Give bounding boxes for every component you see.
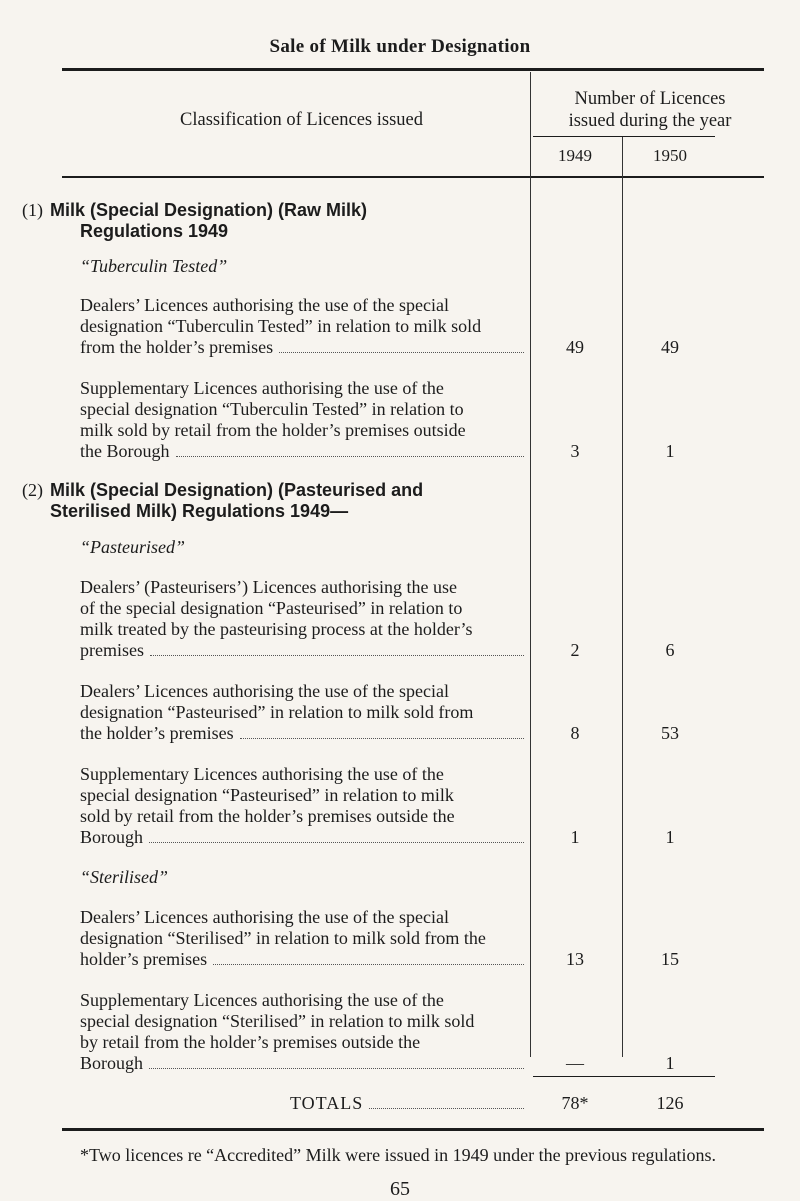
value-1950: 15 (661, 949, 679, 969)
number-of-licences-header (530, 88, 770, 132)
entry-last-line (80, 441, 526, 462)
leader-dots (149, 1068, 524, 1069)
licence-entry (80, 577, 526, 661)
value-1949: — (566, 1053, 584, 1073)
value-1950: 6 (665, 640, 675, 660)
entry-text: Borough (80, 827, 143, 847)
licence-entry (80, 681, 526, 744)
entry-line: milk sold by retail from the holder’s premises outside (80, 420, 466, 440)
entry-line: Dealers’ Licences authorising the use of the special (80, 295, 450, 315)
value-1950: 1 (665, 441, 675, 461)
entry-line: designation “Tuberculin Tested” in relation to milk sold (80, 316, 482, 336)
leader-dots (213, 964, 524, 965)
subheading: “Tuberculin Tested” (80, 256, 228, 276)
year-1950-header: 1950 (653, 146, 687, 165)
entry-line: Dealers’ Licences authorising the use of the special (80, 907, 450, 927)
header-rule-years (533, 136, 715, 137)
entry-line: special designation “Sterilised” in relation to milk sold (80, 1011, 475, 1031)
licence-entry (80, 907, 526, 970)
entry-last-line (80, 337, 526, 358)
entry-line: designation “Sterilised” in relation to milk sold from the (80, 928, 486, 948)
number-header-line1: Number of Licences (574, 89, 726, 109)
column-divider-1 (530, 72, 531, 1057)
top-rule (62, 68, 764, 71)
entry-text: the Borough (80, 441, 170, 461)
section-number: (2) (22, 480, 43, 500)
year-1949-header: 1949 (558, 146, 592, 165)
value-1950: 49 (661, 337, 679, 357)
leader-dots (150, 655, 524, 656)
totals-label: TOTALS (290, 1093, 364, 1113)
total-1949: 78* (561, 1093, 589, 1113)
section-number: (1) (22, 200, 43, 220)
classification-header: Classification of Licences issued (180, 110, 424, 130)
value-1950: 1 (665, 827, 675, 847)
entry-last-line (80, 1053, 526, 1074)
leader-dots (369, 1108, 524, 1109)
value-1949: 3 (570, 441, 580, 461)
number-header-line2: issued during the year (568, 111, 732, 131)
value-1949: 1 (570, 827, 580, 847)
licence-entry (80, 764, 526, 848)
entry-text: the holder’s premises (80, 723, 234, 743)
subheading: “Sterilised” (80, 867, 169, 887)
value-1949: 49 (566, 337, 584, 357)
value-1949: 13 (566, 949, 584, 969)
section-heading (50, 480, 520, 522)
entry-last-line (80, 949, 526, 970)
entry-line: Supplementary Licences authorising the use of the (80, 378, 444, 398)
totals-line (290, 1093, 526, 1114)
section-heading-line: Sterilised Milk) Regulations 1949— (50, 501, 349, 521)
entry-line: Dealers’ (Pasteurisers’) Licences authorising the use (80, 577, 458, 597)
entry-line: Supplementary Licences authorising the use of the (80, 764, 444, 784)
section-heading-line: Milk (Special Designation) (Pasteurised and (50, 480, 424, 500)
header-bottom-rule (62, 176, 764, 178)
entry-line: special designation “Tuberculin Tested” in relation to (80, 399, 464, 419)
value-1949: 8 (570, 723, 580, 743)
value-1950: 1 (665, 1053, 675, 1073)
page-number: 65 (390, 1178, 410, 1200)
totals-top-rule (533, 1076, 715, 1077)
entry-line: Supplementary Licences authorising the use of the (80, 990, 444, 1010)
entry-text: from the holder’s premises (80, 337, 274, 357)
entry-line: milk treated by the pasteurising process at the holder’s (80, 619, 473, 639)
value-1949: 2 (570, 640, 580, 660)
footnote: *Two licences re “Accredited” Milk were issued in 1949 under the previous regulations. (80, 1145, 717, 1165)
entry-line: Dealers’ Licences authorising the use of the special (80, 681, 450, 701)
entry-line: by retail from the holder’s premises outside the (80, 1032, 421, 1052)
leader-dots (149, 842, 524, 843)
page-title: Sale of Milk under Designation (269, 36, 531, 57)
entry-last-line (80, 640, 526, 661)
entry-line: sold by retail from the holder’s premises outside the (80, 806, 455, 826)
section-heading (50, 200, 520, 242)
leader-dots (240, 738, 524, 739)
column-divider-2 (622, 137, 623, 1057)
licence-entry (80, 990, 526, 1074)
leader-dots (176, 456, 525, 457)
entry-last-line (80, 827, 526, 848)
totals-row (290, 1093, 526, 1114)
entry-text: Borough (80, 1053, 143, 1073)
entry-line: special designation “Pasteurised” in relation to milk (80, 785, 454, 805)
value-1950: 53 (661, 723, 679, 743)
section-heading-line: Regulations 1949 (80, 221, 229, 241)
entry-line: of the special designation “Pasteurised” in relation to (80, 598, 463, 618)
entry-line: designation “Pasteurised” in relation to milk sold from (80, 702, 474, 722)
total-1950: 126 (656, 1093, 684, 1113)
entry-text: holder’s premises (80, 949, 208, 969)
licence-entry (80, 295, 526, 358)
entry-text: premises (80, 640, 144, 660)
entry-last-line (80, 723, 526, 744)
licence-entry (80, 378, 526, 462)
subheading: “Pasteurised” (80, 537, 186, 557)
leader-dots (279, 352, 524, 353)
bottom-rule (62, 1128, 764, 1131)
section-heading-line: Milk (Special Designation) (Raw Milk) (50, 200, 368, 220)
